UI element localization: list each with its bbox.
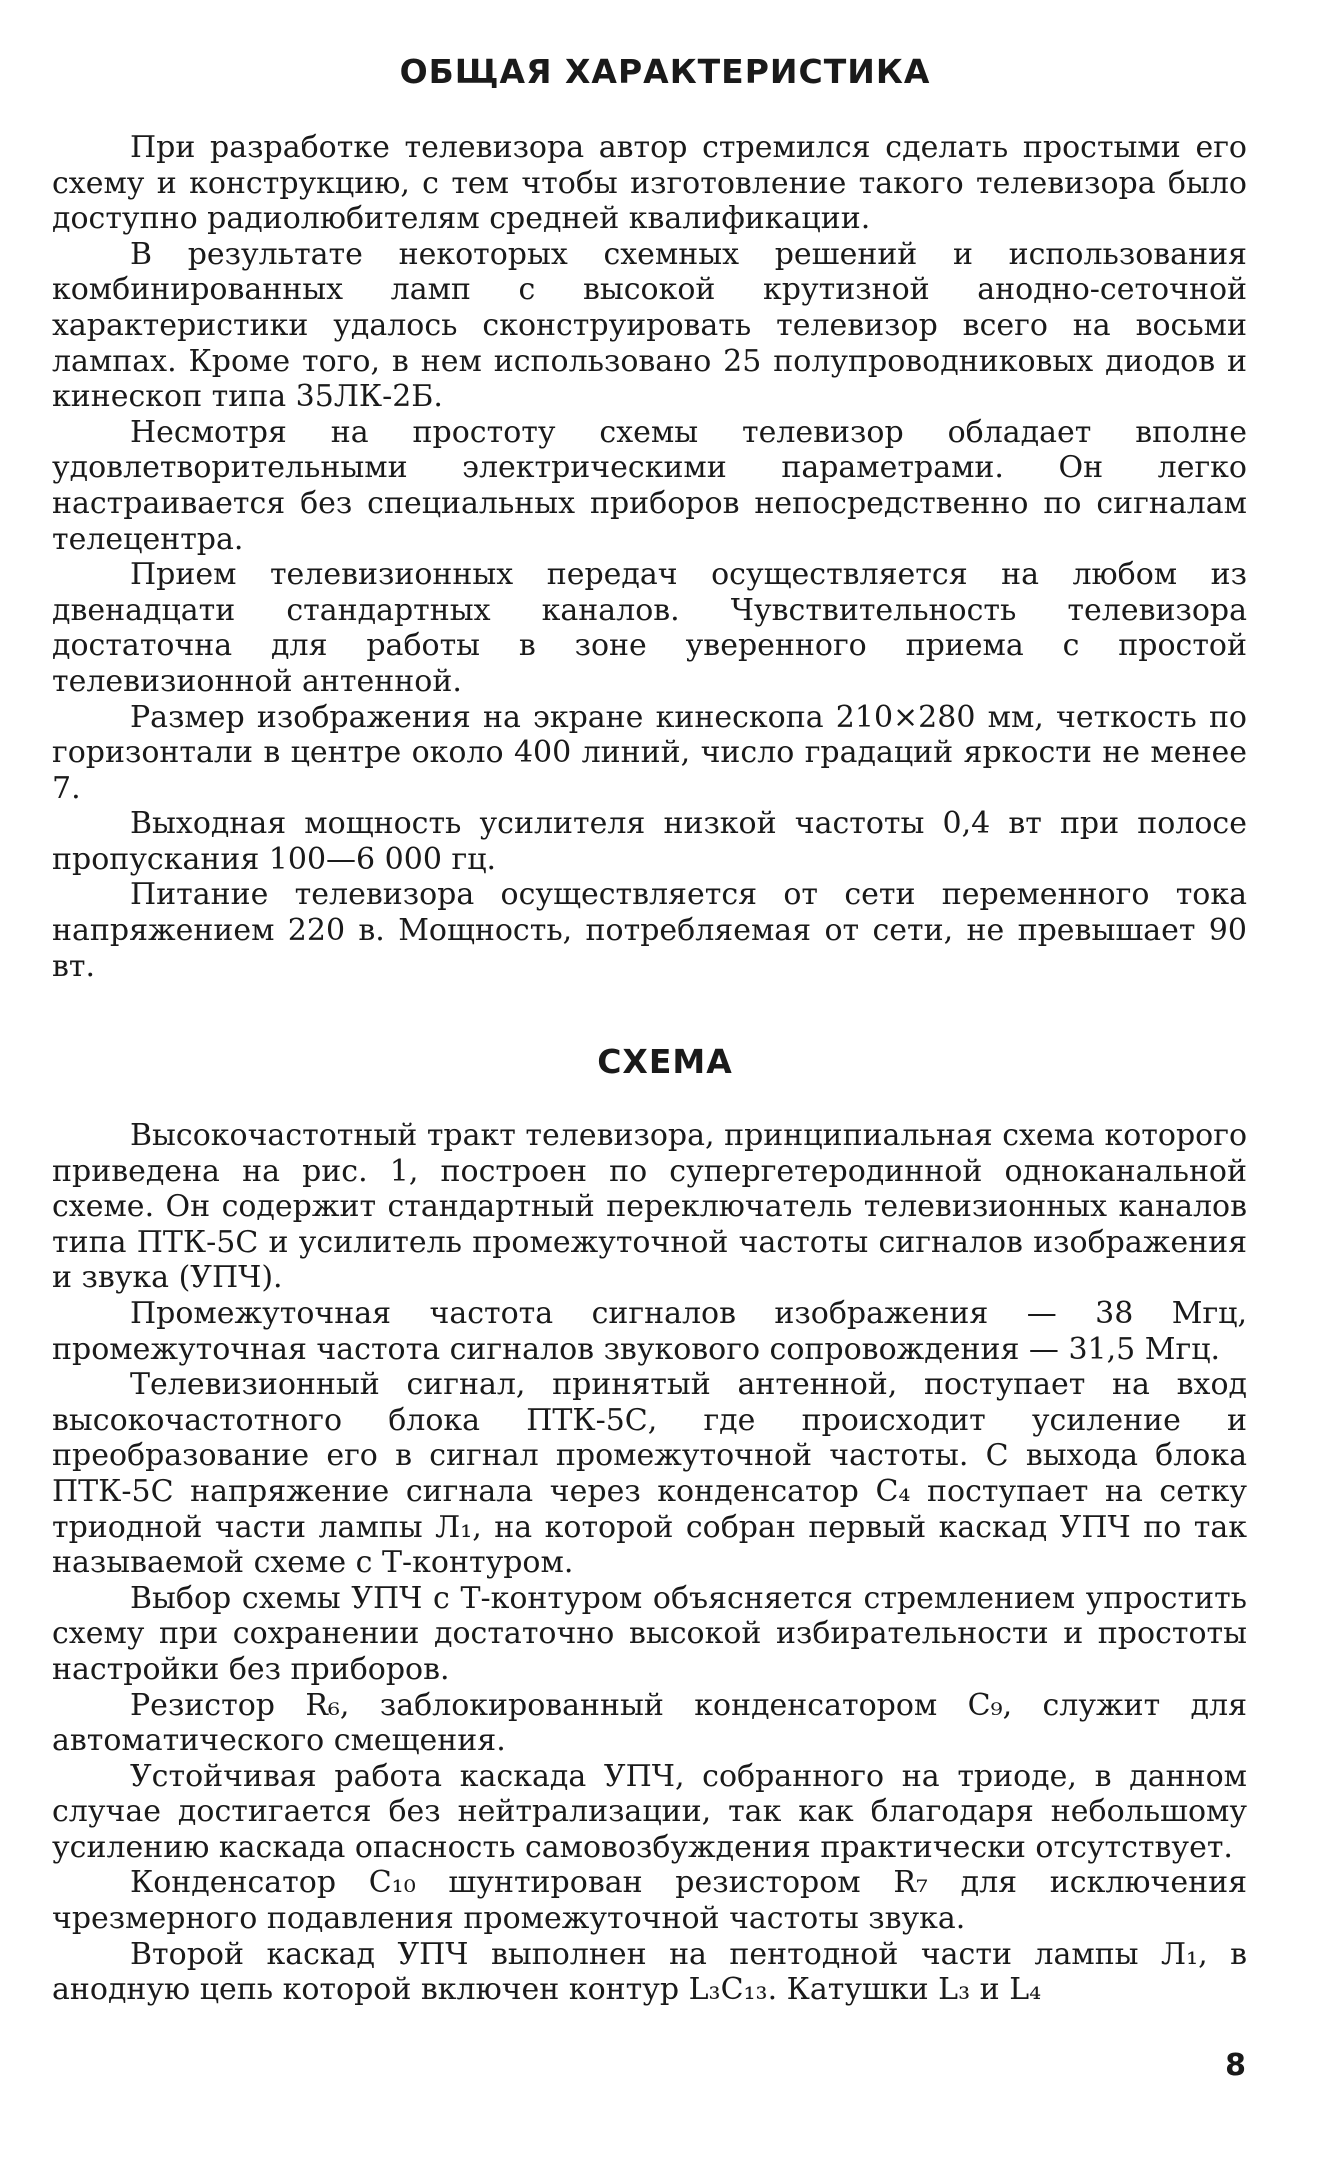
paragraph: Конденсатор C₁₀ шунтирован резистором R₇ для исключения чрезмерного подавления промежуточной частоты звука. — [52, 1865, 1247, 1937]
paragraph: Телевизионный сигнал, принятый антенной, поступает на вход высокочастотного блока ПТК-5С, где происходит усиление и преобразование его в сигнал промежуточной частоты. С выхода блока ПТК-5С напряжение сигнала через конденсатор C₄ поступает на сетку триодной части лампы Л₁, на которой собран первый каскад УПЧ по так называемой схеме с Т-контуром. — [52, 1367, 1247, 1581]
paragraph: Второй каскад УПЧ выполнен на пентодной части лампы Л₁, в анодную цепь которой включен контур L₃C₁₃. Катушки L₃ и L₄ — [52, 1936, 1247, 2008]
section-general-body — [52, 130, 1247, 984]
paragraph: Выходная мощность усилителя низкой частоты 0,4 вт при полосе пропускания 100—6 000 гц. — [52, 806, 1247, 877]
paragraph: Резистор R₆, заблокированный конденсатором C₉, служит для автоматического смещения. — [52, 1687, 1247, 1759]
section-schema-body — [52, 1118, 1247, 2008]
paragraph: Выбор схемы УПЧ с Т-контуром объясняется стремлением упростить схему при сохранении достаточно высокой избирательности и простоты настройки без приборов. — [52, 1580, 1247, 1687]
paragraph: Промежуточная частота сигналов изображения — 38 Мгц, промежуточная частота сигналов звукового сопровождения — 31,5 Мгц. — [52, 1295, 1247, 1367]
paragraph: Несмотря на простоту схемы телевизор обладает вполне удовлетворительными электрическими параметрами. Он легко настраивается без специальных приборов непосредственно по сигналам телецентра. — [52, 414, 1247, 557]
paragraph: Устойчивая работа каскада УПЧ, собранного на триоде, в данном случае достигается без нейтрализации, так как благодаря небольшому усилению каскада опасность самовозбуждения практически отсутствует. — [52, 1758, 1247, 1865]
section-title-schema: СХЕМА — [597, 1042, 733, 1081]
paragraph: В результате некоторых схемных решений и использования комбинированных ламп с высокой крутизной анодно-сеточной характеристики удалось сконструировать телевизор всего на восьми лампах. Кроме того, в нем использовано 25 полупроводниковых диодов и кинескоп типа 35ЛК-2Б. — [52, 236, 1247, 415]
paragraph: Высокочастотный тракт телевизора, принципиальная схема которого приведена на рис. 1, построен по супергетеродинной одноканальной схеме. Он содержит стандартный переключатель телевизионных каналов типа ПТК-5С и усилитель промежуточной частоты сигналов изображения и звука (УПЧ). — [52, 1118, 1247, 1296]
paragraph: Прием телевизионных передач осуществляется на любом из двенадцати стандартных каналов. Чувствительность телевизора достаточна для работы в зоне уверенного приема с простой телевизионной антенной. — [52, 557, 1247, 699]
paragraph: Питание телевизора осуществляется от сети переменного тока напряжением 220 в. Мощность, потребляемая от сети, не превышает 90 вт. — [52, 877, 1247, 984]
paragraph: Размер изображения на экране кинескопа 210×280 мм, четкость по горизонтали в центре около 400 линий, число градаций яркости не менее 7. — [52, 699, 1247, 806]
paragraph: При разработке телевизора автор стремился сделать простыми его схему и конструкцию, с тем чтобы изготовление такого телевизора было доступно радиолюбителям средней квалификации. — [52, 130, 1247, 237]
page-number: 8 — [1225, 2048, 1246, 2083]
section-title-general: ОБЩАЯ ХАРАКТЕРИСТИКА — [399, 52, 931, 91]
